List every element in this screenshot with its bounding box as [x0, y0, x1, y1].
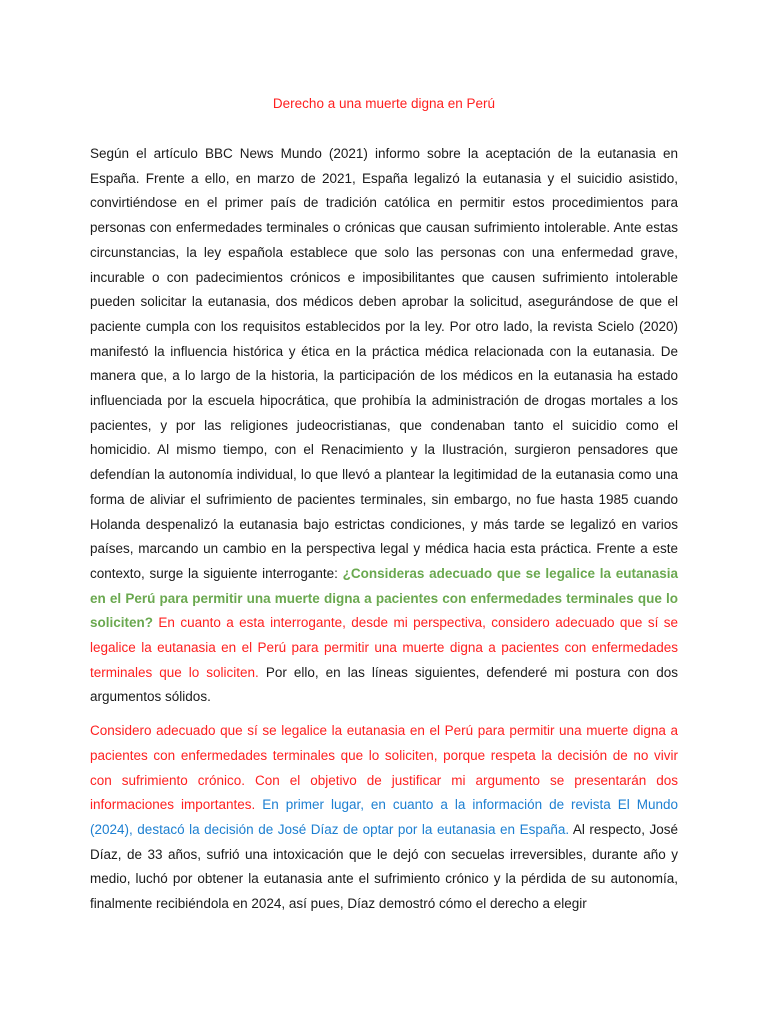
intro-text: Según el artículo BBC News Mundo (2021) informo sobre la aceptación de la eutanasia en España. Frente a ello, en marzo de 2021, España legalizó la eutanasia y el suicidio asistido, convirtiéndose en el primer país de tradición católica en permitir estos procedimientos para personas con enfermedades terminales o crónicas que causan sufrimiento intolerable. Ante estas circunstancias, la ley española establece que solo las personas con una enfermedad grave, incurable o con padecimientos crónicos e imposibilitantes que causen sufrimiento intolerable pueden solicitar la eutanasia, dos médicos deben aprobar la solicitud, asegurándose de que el paciente cumpla con los requisitos establecidos por la ley. Por otro lado, la revista Scielo (2020) manifestó la influencia histórica y ética en la práctica médica relacionada con la eutanasia. De manera que, a lo largo de la historia, la participación de los médicos en la eutanasia ha estado influenciada por la escuela hipocrática, que prohibía la administración de drogas mortales a los pacientes, y por las religiones judeocristianas, que condenaban tanto el suicidio como el homicidio. Al mismo tiempo, con el Renacimiento y la Ilustración, surgieron pensadores que defendían la autonomía individual, lo que llevó a plantear la legitimidad de la eutanasia como una forma de aliviar el sufrimiento de pacientes terminales, sin embargo, no fue hasta 1985 cuando Holanda despenalizó la eutanasia bajo estrictas condiciones, y más tarde se legalizó en varios países, marcando un cambio en la perspectiva legal y médica hacia esta práctica. Frente a este contexto, surge la siguiente interrogante:	[90, 146, 678, 581]
thesis-statement: En cuanto a esta interrogante, desde mi perspectiva, considero adecuado que sí se legalice la eutanasia en el Perú para permitir una muerte digna a pacientes con enfermedades terminales que lo soliciten.	[90, 615, 678, 680]
document-title: Derecho a una muerte digna en Perú	[272, 96, 496, 111]
paragraph-argument-one	[90, 719, 678, 917]
argument-body: Al respecto, José Díaz, de 33 años, sufrió una intoxicación que le dejó con secuelas irreversibles, durante año y medio, luchó por obtener la eutanasia ante el sufrimiento crónico y la pérdida de su autonomía, finalmente recibiéndola en 2024, así pues, Díaz demostró cómo el derecho a elegir	[90, 821, 678, 912]
argument-statement: Considero adecuado que sí se legalice la eutanasia en el Perú para permitir una muerte digna a pacientes con enfermedades terminales que lo soliciten, porque respeta la decisión de no vivir con sufrimiento crónico. Con el objetivo de justificar mi argumento se presentarán dos informaciones importantes.	[90, 723, 678, 813]
document-page	[90, 96, 678, 917]
paragraph-introduction	[90, 142, 678, 710]
intro-closing: Por ello, en las líneas siguientes, defenderé mi postura con dos argumentos sólidos.	[90, 664, 678, 705]
evidence-source: En primer lugar, en cuanto a la información de revista El Mundo (2024), destacó la decisión de José Díaz de optar por la eutanasia en España.	[90, 797, 679, 837]
research-question: ¿Consideras adecuado que se legalice la eutanasia en el Perú para permitir una muerte digna a pacientes con enfermedades terminales que lo soliciten?	[90, 565, 678, 631]
